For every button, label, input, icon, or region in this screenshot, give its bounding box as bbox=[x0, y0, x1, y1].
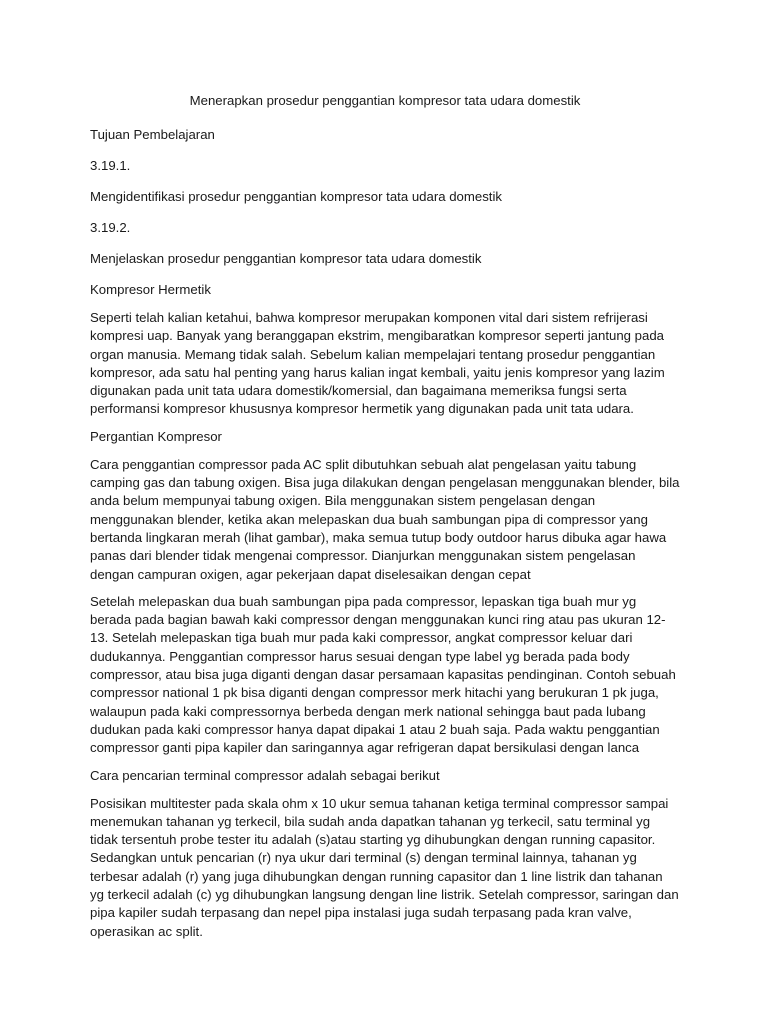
objective-2-code: 3.19.2. bbox=[90, 220, 131, 235]
objective-2-text: Menjelaskan prosedur penggantian kompresor tata udara domestik bbox=[90, 251, 482, 266]
paragraph-pergantian-2: Setelah melepaskan dua buah sambungan pipa pada compressor, lepaskan tiga buah mur yg berada pada bagian bawah kaki compressor dengan menggunakan kunci ring atau pas ukuran 12-13. Setelah melepaskan tiga buah mur pada kaki compressor, angkat compressor keluar dari dudukannya. Penggantian compressor harus sesuai dengan type label yg berada pada body compressor, atau bisa juga diganti dengan dasar persamaan kapasitas pendinginan. Contoh sebuah compressor national 1 pk bisa diganti dengan compressor merk hitachi yang berukuran 1 pk juga, walaupun pada kaki compressornya berbeda dengan merk national sehingga baut pada lubang dudukan pada kaki compressor hanya dapat dipakai 1 atau 2 buah saja. Pada waktu penggantian compressor ganti pipa kapiler dan saringannya agar refrigeran dapat bersikulasi dengan lanca bbox=[90, 593, 676, 756]
objective-1-code: 3.19.1. bbox=[90, 158, 131, 173]
section-heading-pergantian-kompresor: Pergantian Kompresor bbox=[90, 428, 222, 444]
section-heading-kompresor-hermetik: Kompresor Hermetik bbox=[90, 282, 211, 297]
paragraph-pergantian-1: Cara penggantian compressor pada AC split dibutuhkan sebuah alat pengelasan yaitu tabung camping gas dan tabung oxigen. Bisa juga dilakukan dengan pengelasan menggunakan blender, bila anda belum mempunyai tabung oxigen. Bila menggunakan sistem pengelasan dengan menggunakan blender, ketika akan melepaskan dua buah sambungan pipa di compressor yang bertanda lingkaran merah (lihat gambar), maka semua tutup body outdoor harus dibuka agar hawa panas dari blender tidak mengenai compressor. Dianjurkan menggunakan sistem pengelasan dengan campuran oxigen, agar pekerjaan dapat diselesaikan dengan cepat bbox=[90, 456, 680, 582]
page-title: Menerapkan prosedur penggantian kompresor tata udara domestik bbox=[189, 93, 581, 108]
objectives-heading: Tujuan Pembelajaran bbox=[90, 127, 215, 142]
section-heading-terminal: Cara pencarian terminal compressor adalah sebagai berikut bbox=[90, 767, 440, 783]
paragraph-kompresor-hermetik: Seperti telah kalian ketahui, bahwa kompresor merupakan komponen vital dari sistem refrijerasi kompresi uap. Banyak yang beranggapan ekstrim, mengibaratkan kompresor seperti jantung pada organ manusia. Memang tidak salah. Sebelum kalian mempelajari tentang prosedur penggantian kompresor, ada satu hal penting yang harus kalian ingat kembali, yaitu jenis kompresor yang lazim digunakan pada unit tata udara domestik/komersial, dan bagaimana memeriksa fungsi serta performansi kompresor khususnya kompresor hermetik yang digunakan pada unit tata udara. bbox=[90, 310, 665, 417]
objective-1-text: Mengidentifikasi prosedur penggantian kompresor tata udara domestik bbox=[90, 189, 502, 204]
paragraph-terminal: Posisikan multitester pada skala ohm x 10 ukur semua tahanan ketiga terminal compressor sampai menemukan tahanan yg terkecil, bila sudah anda dapatkan tahanan yg terkecil, satu terminal yg tidak tersentuh probe tester itu adalah (s)atau starting yg dihubungkan dengan running capasitor. Sedangkan untuk pencarian (r) nya ukur dari terminal (s) dengan terminal lainnya, tahanan yg terbesar adalah (r) yang juga dihubungkan dengan running capasitor dan 1 line listrik dan tahanan yg terkecil adalah (c) yg dihubungkan langsung dengan line listrik. Setelah compressor, saringan dan pipa kapiler sudah terpasang dan nepel pipa instalasi juga sudah terpasang pada kran valve, operasikan ac split. bbox=[90, 795, 679, 939]
